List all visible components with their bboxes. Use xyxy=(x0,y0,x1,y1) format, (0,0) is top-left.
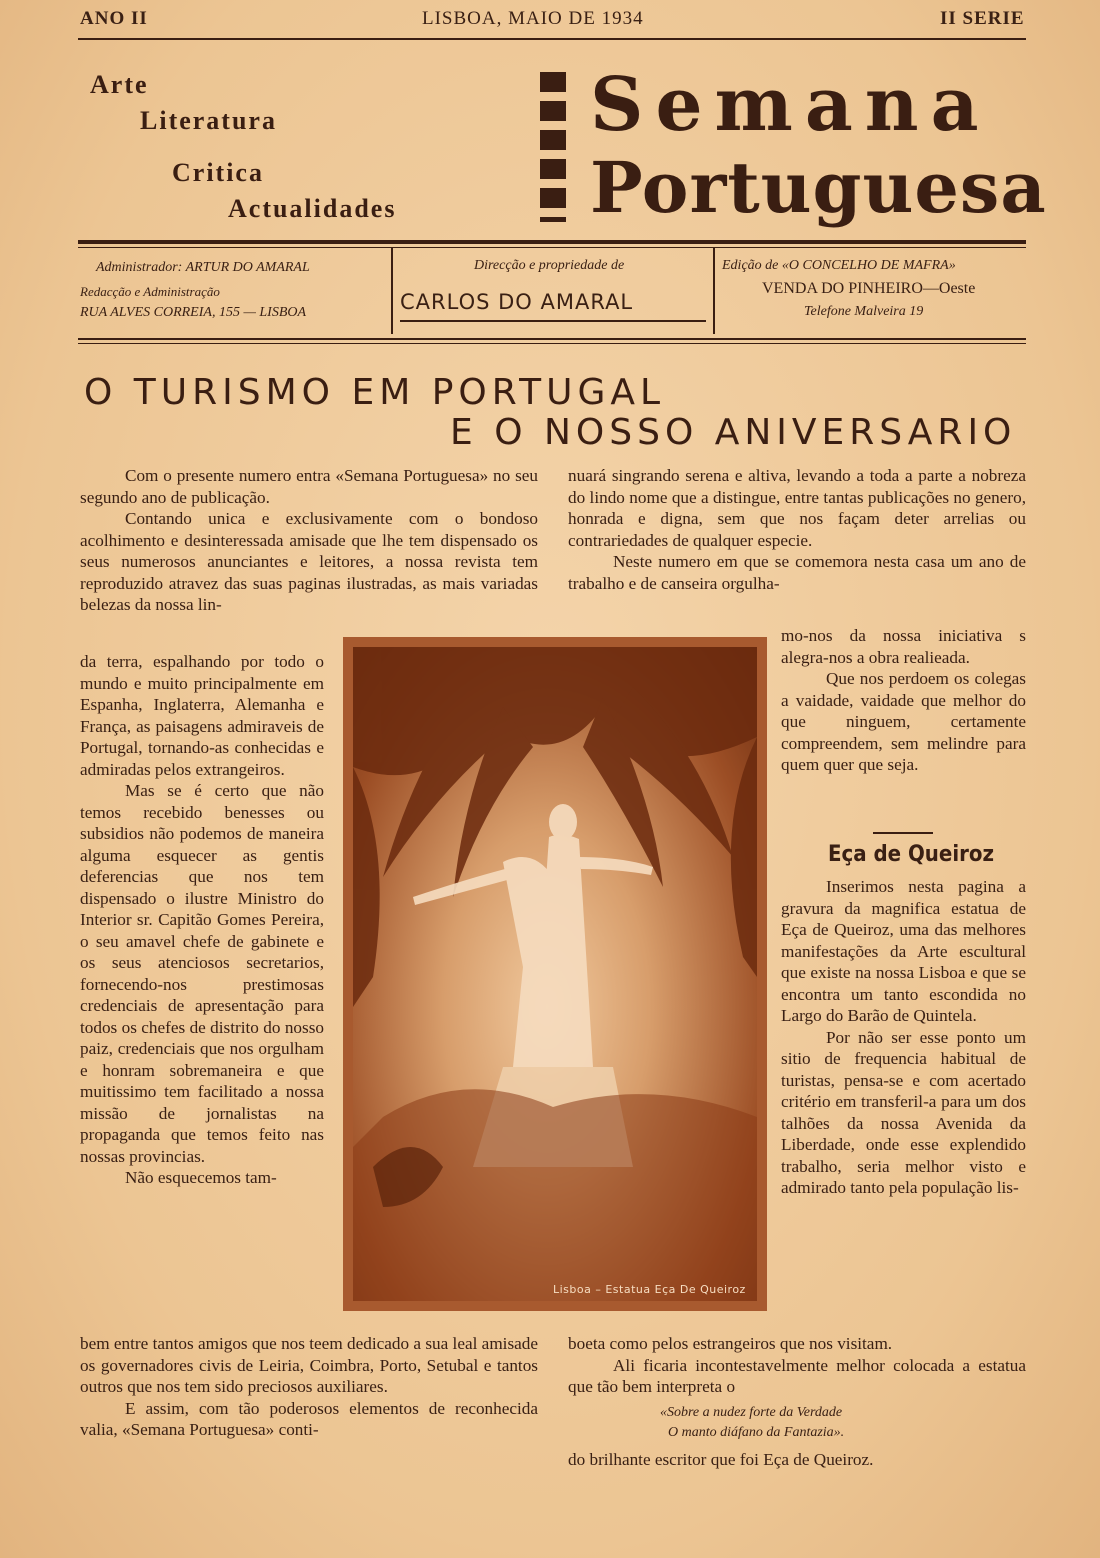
paragraph: Que nos perdoem os colegas a vaidade, vaidade que melhor do que ninguem, certamente compreendem, sem melindre para quem quer que seja. xyxy=(781,669,1026,774)
paragraph: E assim, com tão poderosos elementos de reconhecida valia, «Semana Portuguesa» conti- xyxy=(80,1398,538,1439)
photo-caption: Lisboa – Estatua Eça De Queiroz xyxy=(553,1283,746,1296)
title-portuguesa: Portuguesa xyxy=(590,146,1047,229)
photo-image xyxy=(353,647,757,1301)
direction-label: Direcção e propriedade de xyxy=(474,258,625,273)
headline-line2: E O NOSSO ANIVERSARIO xyxy=(450,412,1017,453)
director-rule xyxy=(400,320,706,322)
series-label: II SERIE xyxy=(940,8,1025,29)
paragraph: boeta como pelos estrangeiros que nos visitam. xyxy=(568,1334,893,1353)
paragraph: bem entre tantos amigos que nos teem dedicado a sua leal amisade os governadores civis de Leiria, Coimbra, Porto, Setubal e tantos outros que nos tem sido preciosos auxiliares. xyxy=(80,1334,538,1396)
issue-year: ANO II xyxy=(80,8,148,29)
telephone: Telefone Malveira 19 xyxy=(804,304,924,319)
masthead-ornament xyxy=(540,72,566,222)
info-rule-thin xyxy=(78,343,1026,344)
article-right-top xyxy=(568,465,1026,617)
administrator: Administrador: ARTUR DO AMARAL xyxy=(96,260,310,275)
top-rule xyxy=(78,38,1026,40)
title-semana: Semana xyxy=(590,62,991,148)
sale-point: VENDA DO PINHEIRO—Oeste xyxy=(762,280,976,297)
paragraph: Ali ficaria incontestavelmente melhor colocada a estatua que tão bem interpreta o xyxy=(568,1355,1026,1396)
article-left-bottom xyxy=(80,1333,538,1475)
paragraph: nuará singrando serena e altiva, levando a toda a parte a nobreza do lindo nome que a distingue, entre tantas publicações no genero, honrada e digna, sem que nos façam deter arrelias ou contrariedades de qualquer especie. xyxy=(568,466,1026,550)
quote-line-1: «Sobre a nudez forte da Verdade xyxy=(660,1405,843,1420)
masthead-rule xyxy=(78,240,1026,244)
paragraph: Por não ser esse ponto um sitio de frequencia habitual de turistas, pensa-se e com acertado critério em transferil-a para um dos talhões da nossa Avenida da Liberdade, onde esse explendido trabalho, seria melhor visto e admirado tanto pela população lis- xyxy=(781,1027,1026,1197)
info-divider-left xyxy=(391,248,393,334)
article-left-top xyxy=(80,465,538,637)
subhead-eca-de-queiroz: Eça de Queiroz xyxy=(828,842,994,867)
article-right-narrow-1 xyxy=(781,625,1026,831)
paragraph: Com o presente numero entra «Semana Portuguesa» no seu segundo ano de publicação. xyxy=(80,466,538,507)
paragraph: Contando unica e exclusivamente com o bondoso acolhimento e desinteressada amisade que lhe tem dispensado os seus numerosos anunciantes e leitores, a nossa revista tem reproduzido atravez das suas paginas ilustradas, as mais variadas belezas da nossa lin- xyxy=(80,509,538,614)
info-rule xyxy=(78,338,1026,340)
subject-actualidades: Actualidades xyxy=(228,194,397,223)
quote-line-2: O manto diáfano da Fantazia». xyxy=(668,1425,845,1440)
article-right-bottom xyxy=(568,1333,1026,1397)
subject-arte: Arte xyxy=(90,70,149,99)
article-right-narrow-2 xyxy=(781,876,1026,1323)
info-divider-right xyxy=(713,248,715,334)
edition-note: Edição de «O CONCELHO DE MAFRA» xyxy=(722,258,956,273)
masthead-rule-thin xyxy=(78,247,1026,248)
subject-literatura: Literatura xyxy=(140,106,277,135)
statue-photograph xyxy=(343,637,767,1311)
dateline: LISBOA, MAIO DE 1934 xyxy=(422,8,644,29)
address: RUA ALVES CORREIA, 155 — LISBOA xyxy=(80,305,307,320)
paragraph: Mas se é certo que não temos recebido benesses ou subsidios não podemos de maneira alguma esquecer as gentis deferencias que nos tem dispensado o ilustre Ministro do Interior sr. Capitão Gomes Pereira, o seu amavel chefe de gabinete e os seus atenciosos secretarios, fornecendo-nos prestimosas credenciais de apresentação para todos os chefes de distrito do nosso paiz, credenciais que nos orgulham e honram sobremaneira e que muitissimo tem facilitado a nossa missão de jornalistas na propaganda que temos feito nas nossas provincias. xyxy=(80,781,324,1166)
article-left-narrow xyxy=(80,651,324,1319)
closing-line: do brilhante escritor que foi Eça de Queiroz. xyxy=(568,1450,874,1469)
headline-line1: O TURISMO EM PORTUGAL xyxy=(84,372,666,413)
subhead-rule xyxy=(873,832,933,834)
paragraph: mo-nos da nossa iniciativa s alegra-nos a obra realieada. xyxy=(781,626,1026,667)
redaccao-label: Redacção e Administração xyxy=(80,284,220,299)
subject-critica: Critica xyxy=(172,158,264,187)
paragraph: Não esquecemos tam- xyxy=(125,1168,277,1187)
paragraph: Neste numero em que se comemora nesta casa um ano de trabalho e de canseira orgulha- xyxy=(568,552,1026,593)
director-name: CARLOS DO AMARAL xyxy=(400,290,634,314)
paragraph: da terra, espalhando por todo o mundo e muito principalmente em Espanha, Inglaterra, Alemanha e França, as paisagens admiraveis de Portugal, tornando-as conhecidas e admiradas pelos extrangeiros. xyxy=(80,652,324,779)
paragraph: Inserimos nesta pagina a gravura da magnifica estatua de Eça de Queiroz, uma das melhores manifestações da Arte escultural que existe na nossa Lisboa e que se encontra um tanto escondida no Largo do Barão de Quintela. xyxy=(781,877,1026,1025)
statue-illustration xyxy=(353,647,757,1301)
